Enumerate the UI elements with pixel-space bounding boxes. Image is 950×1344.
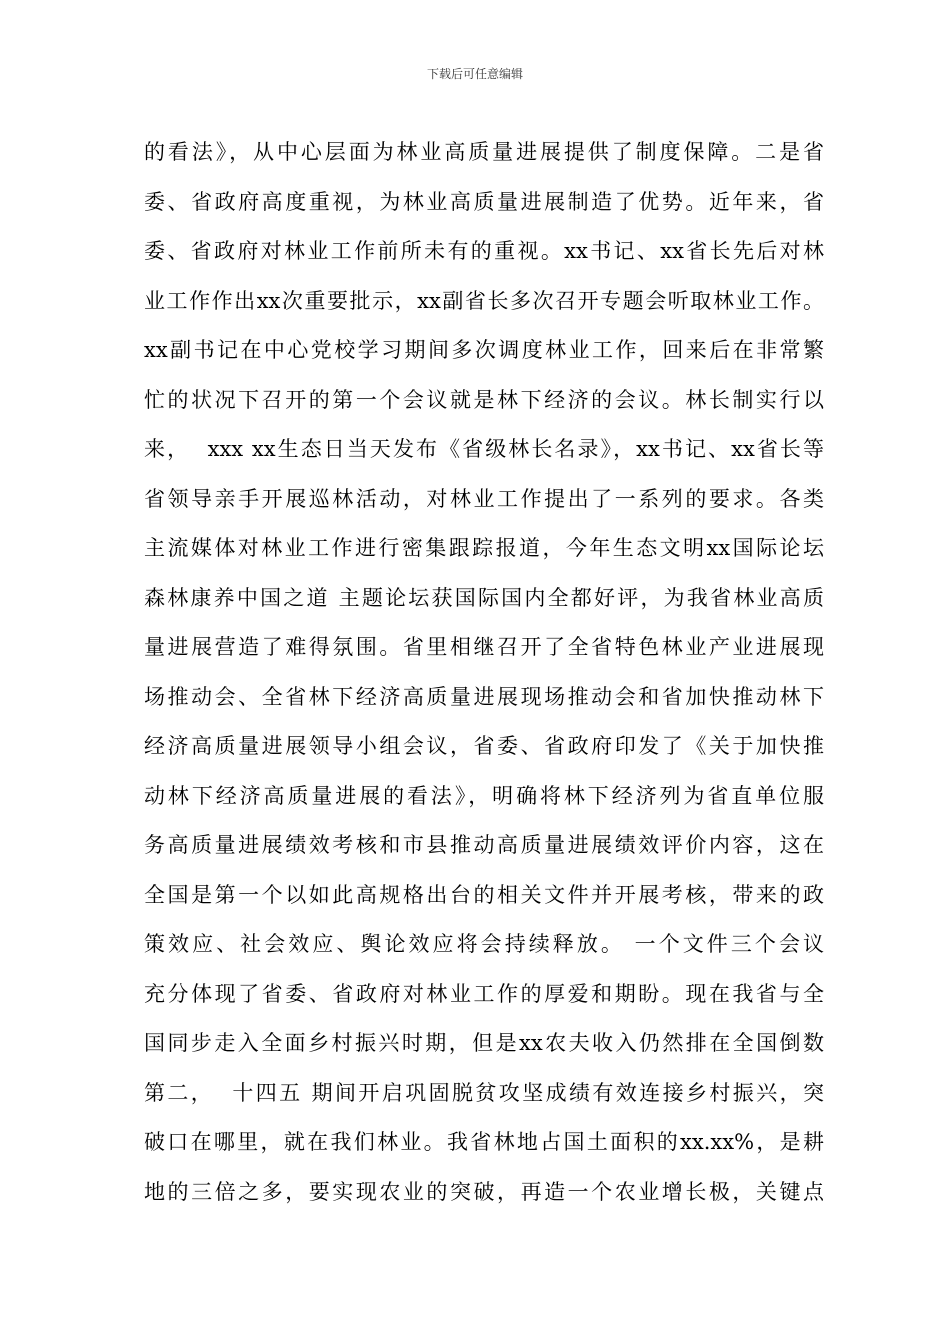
- text-line-7: 来， xxx xx生态日当天发布《省级林长名录》，xx书记、xx省长等: [144, 437, 824, 461]
- text-line-4: 业工作作出xx次重要批示，xx副省长多次召开专题会听取林业工作。: [144, 288, 824, 313]
- text-line-10: 森林康养中国之道 主题论坛获国际国内全都好评，为我省林业高质: [144, 585, 824, 610]
- text-line-14: 动林下经济高质量进展的看法》，明确将林下经济列为省直单位服: [144, 783, 824, 808]
- document-body: [144, 128, 824, 1217]
- text-line-21: 破口在哪里，就在我们林业。我省林地占国土面积的xx.xx%，是耕: [144, 1130, 824, 1154]
- text-line-19: 国同步走入全面乡村振兴时期，但是xx农夫收入仍然排在全国倒数: [144, 1031, 824, 1055]
- page-header: 下载后可任意编辑: [426, 67, 523, 81]
- text-line-8: 省领导亲手开展巡林活动，对林业工作提出了一系列的要求。各类: [144, 486, 824, 511]
- text-line-2: 委、省政府高度重视，为林业高质量进展制造了优势。近年来，省: [144, 189, 824, 214]
- text-line-13: 经济高质量进展领导小组会议，省委、省政府印发了《关于加快推: [144, 734, 824, 758]
- text-line-5: xx副书记在中心党校学习期间多次调度林业工作，回来后在非常繁: [144, 338, 824, 362]
- text-line-1: 的看法》，从中心层面为林业高质量进展提供了制度保障。二是省: [144, 140, 824, 164]
- text-line-20: 第二， 十四五 期间开启巩固脱贫攻坚成绩有效连接乡村振兴，突: [144, 1080, 824, 1105]
- text-line-22: 地的三倍之多，要实现农业的突破，再造一个农业增长极，关键点: [144, 1179, 824, 1204]
- text-line-9: 主流媒体对林业工作进行密集跟踪报道，今年生态文明xx国际论坛: [144, 536, 824, 560]
- text-line-18: 充分体现了省委、省政府对林业工作的厚爱和期盼。现在我省与全: [144, 981, 824, 1006]
- text-line-17: 策效应、社会效应、舆论效应将会持续释放。 一个文件三个会议: [144, 932, 824, 956]
- text-line-15: 务高质量进展绩效考核和市县推动高质量进展绩效评价内容，这在: [144, 833, 824, 857]
- text-line-16: 全国是第一个以如此高规格出台的相关文件并开展考核，带来的政: [144, 882, 824, 907]
- text-line-3: 委、省政府对林业工作前所未有的重视。xx书记、xx省长先后对林: [144, 239, 824, 263]
- text-line-12: 场推动会、全省林下经济高质量进展现场推动会和省加快推动林下: [144, 684, 824, 709]
- text-line-11: 量进展营造了难得氛围。省里相继召开了全省特色林业产业进展现: [144, 635, 824, 659]
- text-line-6: 忙的状况下召开的第一个会议就是林下经济的会议。林长制实行以: [144, 387, 824, 412]
